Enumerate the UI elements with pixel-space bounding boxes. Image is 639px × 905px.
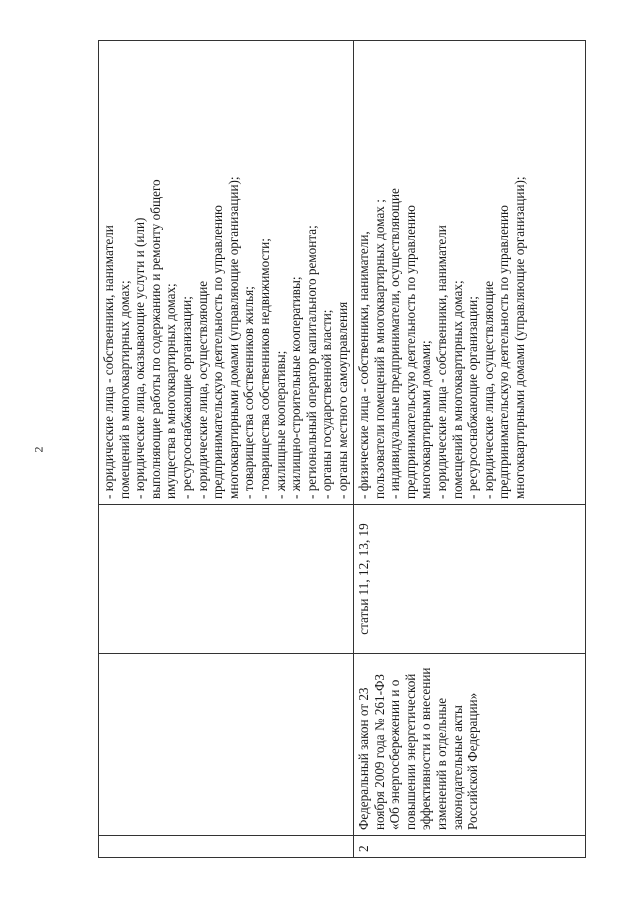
subject-line: - юридические лица, оказывающие услуги и (или)	[132, 217, 148, 499]
row-number-cell	[99, 835, 353, 857]
subject-line: - органы государственной власти;	[319, 309, 335, 499]
subject-line: - юридические лица, осуществляющие	[194, 280, 210, 499]
subject-line: - жилищные кооперативы;	[272, 350, 288, 499]
law-cell	[99, 653, 353, 835]
subjects-cell	[99, 41, 353, 504]
subject-line: выполняющие работы по содержанию и ремонту общего	[147, 179, 163, 499]
page-number: 2	[31, 446, 46, 453]
legal-acts-table	[98, 40, 586, 858]
subject-line: многоквартирными домами;	[418, 340, 434, 499]
table-row	[354, 41, 585, 857]
subject-line: - жилищно-строительные кооперативы;	[288, 276, 304, 499]
subject-line: - региональный оператор капитального ремонта;	[303, 225, 319, 499]
subject-line: помещений в многоквартирных домах;	[449, 280, 465, 499]
table-row	[99, 41, 354, 857]
subject-line: предпринимательскую деятельность по управлению	[402, 205, 418, 499]
subject-line: - ресурсоснабжающие организации;	[178, 296, 194, 499]
subject-line: - товарищества собственников недвижимости;	[256, 238, 272, 499]
subject-line: - ресурсоснабжающие организации;	[465, 296, 481, 499]
subject-line: пользователи помещений в многоквартирных домах ;	[371, 199, 387, 499]
articles-cell: статьи 11, 12, 13, 19	[354, 504, 585, 653]
law-title: Федеральный закон от 23 ноября 2009 года № 261-ФЗ «Об энергосбережении и о повышении энергетической эффективности и о внесении изменений в отдельные законодательные акты Российской Федерации»	[356, 667, 481, 830]
subject-line: - юридические лица - собственники, наниматели	[433, 225, 449, 499]
subject-line: - юридические лица - собственники, наниматели	[101, 225, 116, 499]
subject-line: имущества в многоквартирных домах;	[163, 283, 179, 499]
subjects-cell	[354, 41, 585, 504]
row-number-cell: 2	[354, 835, 585, 857]
subject-line: предпринимательскую деятельность по управлению	[496, 205, 512, 499]
law-cell	[354, 653, 585, 835]
subject-line: многоквартирными домами (управляющие организации);	[225, 176, 241, 499]
subject-line: - физические лица - собственники, наниматели,	[356, 231, 371, 499]
subject-line: - индивидуальные предприниматели, осуществляющие	[387, 188, 403, 499]
subject-line: - юридические лица, осуществляющие	[480, 280, 496, 499]
subject-line: помещений в многоквартирных домах;	[116, 280, 132, 499]
subject-line: - органы местного самоуправления	[334, 301, 350, 499]
subject-line: многоквартирными домами (управляющие организации);	[511, 176, 527, 499]
subject-line: предпринимательскую деятельность по управлению	[210, 205, 226, 499]
articles-cell	[99, 504, 353, 653]
subject-line: - товарищества собственников жилья;	[241, 286, 257, 499]
